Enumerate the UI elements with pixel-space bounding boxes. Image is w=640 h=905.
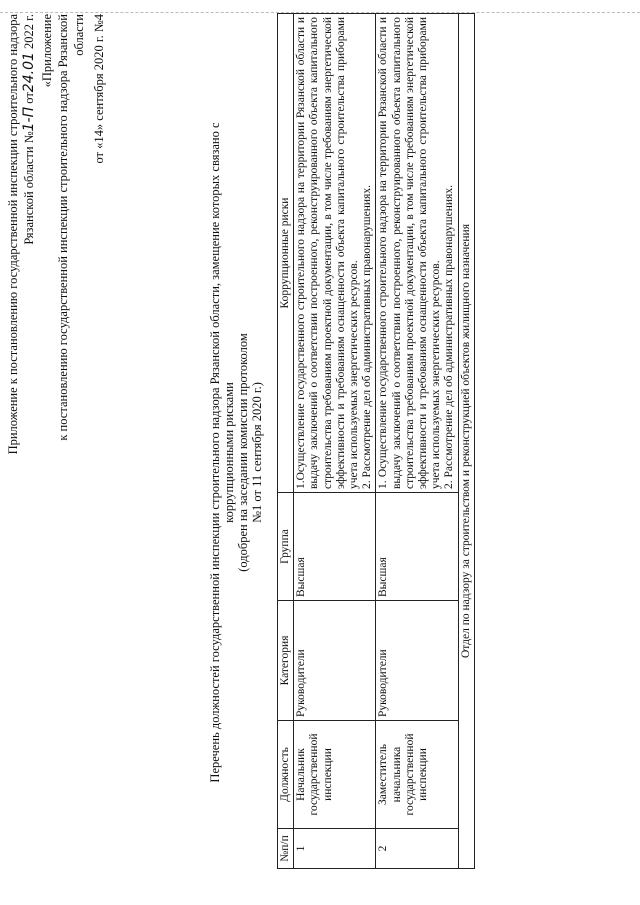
row-category: Руководители xyxy=(376,601,458,721)
row-group: Высшая xyxy=(294,493,376,601)
row-group: Высшая xyxy=(376,493,458,601)
title-line-3: (одобрен на заседании комиссии протоколом xyxy=(236,333,250,572)
header-risks: Коррупционные риски xyxy=(278,14,294,493)
table-section-row xyxy=(458,14,474,869)
row-position: Заместитель начальника государственной инспекции xyxy=(376,721,458,829)
risk-item-2: 2. Рассмотрение дел об административных правонарушениях. xyxy=(361,185,374,489)
header-line-2-prefix: Рязанской области № xyxy=(22,131,36,245)
handwritten-date: 24.01 xyxy=(21,52,37,93)
header-line-2-suffix: 2022 г. xyxy=(22,14,36,53)
header-line-3: «Приложение xyxy=(40,14,54,88)
row-num: 1 xyxy=(294,829,376,869)
table-header-row xyxy=(278,14,294,869)
risk-item-1: 1. Осуществление государственного строительного надзора на территории Рязанской области и выдачу заключений о соответствии построенного, реконструированного объекта капитального строительства требованиям проектной документации, в том числе требованиям энергетической эффективности и требованиям оснащенности объекта капитального строительства приборами учета используемых энергетических ресурсов. xyxy=(377,17,443,489)
row-num: 2 xyxy=(376,829,458,869)
row-position: Начальник государственной инспекции xyxy=(294,721,376,829)
title-line-4: №1 от 11 сентября 2020 г.) xyxy=(250,382,264,523)
header-num: №п/п xyxy=(278,829,294,869)
header-line-2-mid: от xyxy=(22,92,36,107)
risk-item-2: 2. Рассмотрение дел об административных правонарушениях. xyxy=(443,185,456,489)
section-title: Отдел по надзору за строительством и реконструкцией объектов жилищного назначения xyxy=(458,14,474,869)
handwritten-number: 1-П xyxy=(21,106,37,132)
title-line-2: коррупционными рисками xyxy=(222,382,236,523)
header-line-5: области xyxy=(72,14,86,56)
risk-item-1: 1.Осуществление государственного строительного надзора на территории Рязанской области и выдачу заключений о соответствии построенного, реконструированного объекта капитального строительства требованиям проектной документации, в том числе требованиям энергетической эффективности и требованиям оснащенности объекта капитального строительства приборами учета используемых энергетических ресурсов. xyxy=(295,17,361,489)
title-line-1: Перечень должностей государственной инспекции строительного надзора Рязанской области, замещение которых связано с xyxy=(208,122,222,783)
row-risks xyxy=(294,14,376,493)
header-line-6: от «14» сентября 2020 г. №4 xyxy=(92,14,106,164)
row-category: Руководители xyxy=(294,601,376,721)
header-line-2 xyxy=(22,14,36,245)
header-group: Группа xyxy=(278,493,294,601)
header-line-4: к постановлению государственной инспекции строительного надзора Рязанской xyxy=(56,14,70,441)
header-category: Категория xyxy=(278,601,294,721)
header-position: Должность xyxy=(278,721,294,829)
table-row xyxy=(294,14,376,869)
risk-table xyxy=(277,13,475,869)
table-row xyxy=(376,14,458,869)
header-line-1: Приложение к постановлению государственной инспекции строительного надзора xyxy=(6,14,20,455)
page-edge-divider xyxy=(0,11,640,13)
row-risks xyxy=(376,14,458,493)
